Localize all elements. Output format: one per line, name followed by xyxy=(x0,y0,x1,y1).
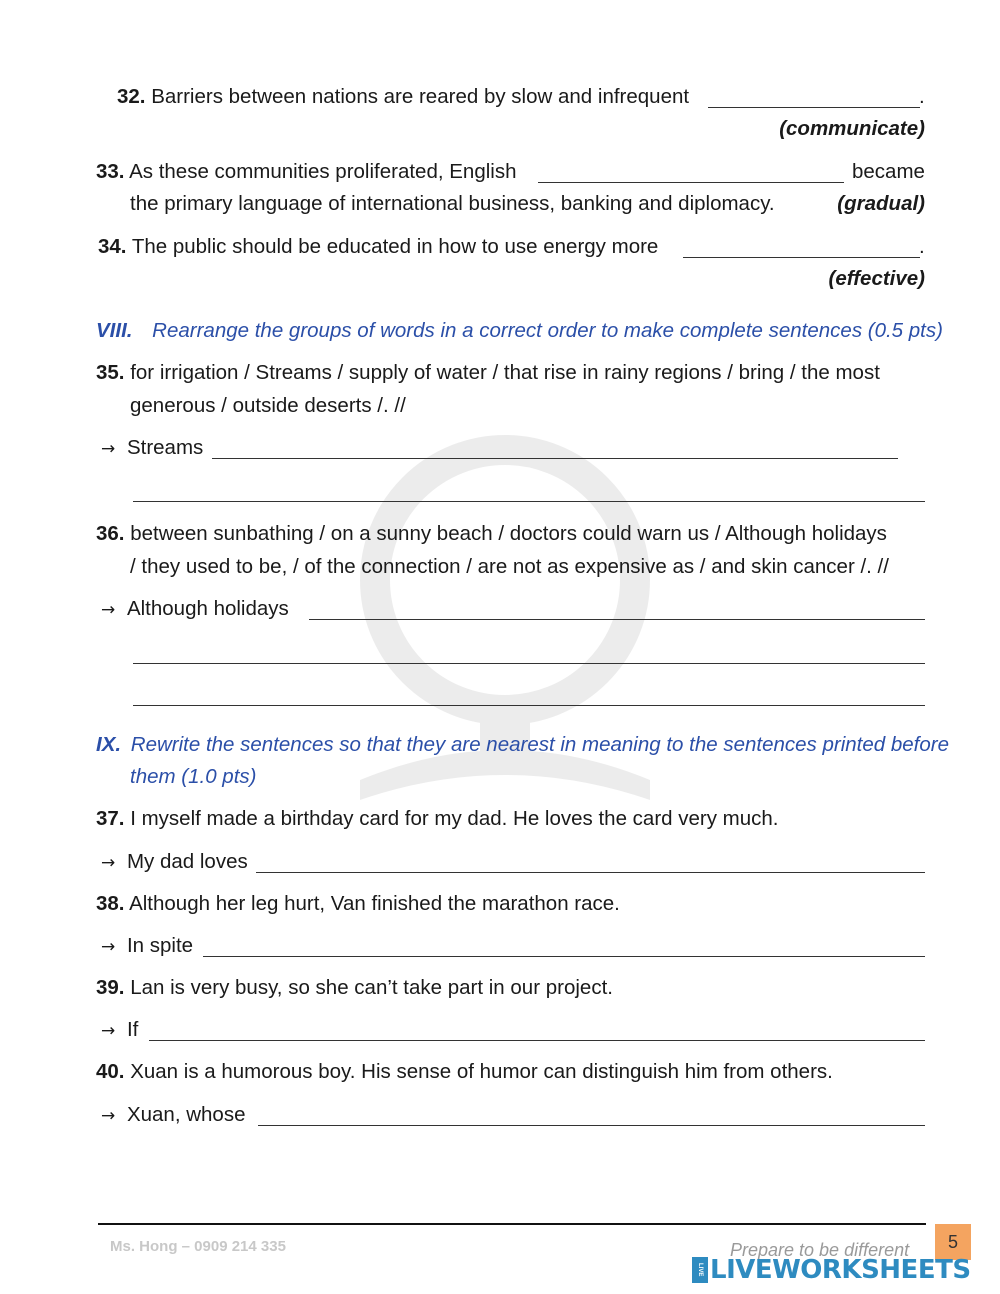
footer-rule xyxy=(98,1223,926,1225)
answer-line-36a[interactable] xyxy=(309,619,925,620)
answer-prompt-38: → In spite xyxy=(101,934,194,957)
hint-32: (communicate) xyxy=(779,117,925,140)
answer-line-36c[interactable] xyxy=(133,705,925,706)
answer-line-37[interactable] xyxy=(256,872,925,873)
page-number: 5 xyxy=(947,1232,958,1252)
answer-prompt-35: → Streams xyxy=(101,436,204,459)
question-35: 35. for irrigation / Streams / supply of water / that rise in rainy regions / bring / the most xyxy=(96,361,880,384)
question-38: 38. Although her leg hurt, Van finished the marathon race. xyxy=(96,892,620,915)
question-39: 39. Lan is very busy, so she can’t take part in our project. xyxy=(96,976,613,999)
answer-line-36b[interactable] xyxy=(133,663,925,664)
question-34: 34. The public should be educated in how to use energy more xyxy=(98,235,659,258)
question-32: 32. Barriers between nations are reared by slow and infrequent xyxy=(117,85,690,108)
section-9-heading: IX. Rewrite the sentences so that they are nearest in meaning to the sentences printed before xyxy=(96,733,949,756)
question-40: 40. Xuan is a humorous boy. His sense of humor can distinguish him from others. xyxy=(96,1060,833,1083)
question-33: 33. As these communities proliferated, English xyxy=(96,160,517,183)
arrow-icon: → xyxy=(101,853,116,873)
section-8-heading: VIII. Rearrange the groups of words in a correct order to make complete sentences (0.5 pts) xyxy=(96,319,943,342)
answer-line-39[interactable] xyxy=(149,1040,925,1041)
arrow-icon: → xyxy=(101,1106,116,1126)
answer-line-40[interactable] xyxy=(258,1125,925,1126)
arrow-icon: → xyxy=(101,1021,116,1041)
footer-contact: Ms. Hong – 0909 214 335 xyxy=(110,1238,286,1255)
answer-line-32[interactable] xyxy=(708,107,920,108)
question-37: 37. I myself made a birthday card for my dad. He loves the card very much. xyxy=(96,807,779,830)
footer-slogan: Prepare to be different xyxy=(730,1240,910,1260)
hint-34: (effective) xyxy=(828,267,925,290)
answer-prompt-40: → Xuan, whose xyxy=(101,1103,246,1126)
answer-prompt-39: → If xyxy=(101,1018,139,1041)
answer-line-34[interactable] xyxy=(683,257,920,258)
logo-badge-text: LIVE xyxy=(692,1257,708,1283)
watermark-logo xyxy=(340,420,670,860)
answer-prompt-36: → Although holidays xyxy=(101,597,289,620)
answer-line-33[interactable] xyxy=(538,182,844,183)
answer-line-35b[interactable] xyxy=(133,501,925,502)
logo-badge xyxy=(692,1257,708,1283)
question-36: 36. between sunbathing / on a sunny beach / doctors could warn us / Although holidays xyxy=(96,522,887,545)
hint-33: (gradual) xyxy=(837,192,925,215)
answer-line-35a[interactable] xyxy=(212,458,898,459)
arrow-icon: → xyxy=(101,600,116,620)
arrow-icon: → xyxy=(101,937,116,957)
answer-prompt-37: → My dad loves xyxy=(101,850,248,873)
arrow-icon: → xyxy=(101,439,116,459)
answer-line-38[interactable] xyxy=(203,956,925,957)
liveworksheets-logo xyxy=(692,1256,971,1284)
logo-text: LIVEWORKSHEETS xyxy=(710,1255,971,1285)
